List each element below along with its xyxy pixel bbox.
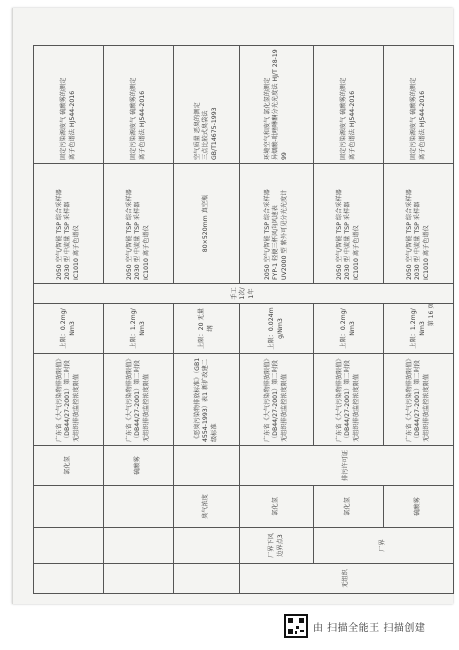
table-cell: 手工 1次/1年 — [34, 284, 454, 304]
table-row — [174, 46, 240, 594]
rotated-table-wrapper — [33, 46, 453, 594]
table-cell: 上限：0.2mg/Nm3 — [34, 304, 104, 354]
table-cell: 厂界下风边界点3 — [240, 528, 314, 564]
table-cell: 固定污染源废气 硫酸雾的测定 离子色谱法 HJ544-2016 — [314, 46, 384, 164]
table-cell — [34, 486, 104, 528]
table-cell: 广东省《大气污染物排放限值》（DB44/27-2001）第二时段无组织排放监控浓度限值 — [34, 354, 104, 446]
table-cell — [174, 564, 240, 594]
table-cell: 2050 空气/智能 TSP 综合采样器 2030 型 中流量 TSP 采样器 IC1010 离子色谱仪 — [34, 164, 104, 284]
table-cell: 2050 空气/智能 TSP 综合采样器 2030 型 中流量 TSP 采样器 IC1010 离子色谱仪 — [104, 164, 174, 284]
page-number: 第 16 页 — [428, 302, 436, 327]
table-cell: 氯化氢 — [34, 446, 104, 486]
table-cell — [104, 564, 174, 594]
table-cell — [34, 564, 104, 594]
table-cell: 臭气浓度 — [174, 486, 240, 528]
table-cell — [104, 528, 174, 564]
table-cell: 广东省《大气污染物排放限值》（DB44/27-2001）第二时段无组织排放监控浓度限值 — [240, 354, 314, 446]
table-row — [104, 46, 174, 594]
monitoring-table — [33, 45, 454, 594]
table-cell: 上限：20 无量纲 — [174, 304, 240, 354]
table-cell — [104, 486, 174, 528]
table-cell: 硫酸雾 — [104, 446, 174, 486]
table-cell: 上限：1.2mg/Nm3 — [104, 304, 174, 354]
table-cell: 广东省《大气污染物排放限值》（DB44/27-2001）第二时段无组织排放监控浓度限值 — [384, 354, 454, 446]
table-cell: 硫酸雾 — [384, 486, 454, 528]
table-cell: 上限：0.024mg/Nm3 — [240, 304, 314, 354]
table-cell: 空气质量 恶臭的测定 三点比较式臭袋法 GB/T14675-1993 — [174, 46, 240, 164]
table-row — [34, 46, 104, 594]
table-cell: 上限：0.2mg/Nm3 — [314, 304, 384, 354]
table-cell — [34, 528, 104, 564]
table-cell: 《恶臭污染物排放标准》（GB14554-1993）表1 新扩改建二级标准 — [174, 354, 240, 446]
table-cell: 排污许可证 — [240, 446, 454, 486]
table-cell: 氯化氢 — [314, 486, 384, 528]
table-cell: 广东省《大气污染物排放限值》（DB44/27-2001）第二时段无组织排放监控浓度限值 — [314, 354, 384, 446]
table-cell: 2050 空气/智能 TSP 综合采样器 2030 型 中流量 TSP 采样器 IC1010 离子色谱仪 — [384, 164, 454, 284]
table-cell: 2050 空气/智能 TSP 综合采样器 FYP-1 轻便三杯风向风速表 UV2000 型 紫外可见分光光度计 — [240, 164, 314, 284]
table-cell: 80×520mm 真空瓶 — [174, 164, 240, 284]
footer-text: 由 扫描全能王 扫描创建 — [313, 622, 426, 634]
scanner-footer — [284, 614, 425, 638]
table-cell: 2050 空气/智能 TSP 综合采样器 2030 型 中流量 TSP 采样器 IC1010 离子色谱仪 — [314, 164, 384, 284]
table-row — [240, 46, 314, 594]
table-cell: 固定污染源废气 硫酸雾的测定 离子色谱法 HJ544-2016 — [384, 46, 454, 164]
table-row — [314, 46, 384, 594]
table-cell: 无组织 — [240, 564, 454, 594]
table-cell — [174, 528, 240, 564]
table-cell: 厂界 — [314, 528, 454, 564]
table-row — [384, 46, 454, 594]
qr-code-icon — [284, 614, 308, 638]
table-cell: 环境空气和废气 氯化氢的测定 异烟酸-吡唑啉酮分光光度法 HJ/T 28-1999 — [240, 46, 314, 164]
table-cell: 固定污染源废气 硫酸雾的测定 离子色谱法 HJ544-2016 — [104, 46, 174, 164]
document-page — [12, 8, 453, 604]
table-cell: 广东省《大气污染物排放限值》（DB44/27-2001）第二时段无组织排放监控浓度限值 — [104, 354, 174, 446]
table-cell: 固定污染源废气 硫酸雾的测定 离子色谱法 HJ544-2016 — [34, 46, 104, 164]
table-cell — [174, 446, 240, 486]
table-cell: 上限：1.2mg/Nm3 — [384, 304, 454, 354]
table-cell: 氯化氢 — [240, 486, 314, 528]
